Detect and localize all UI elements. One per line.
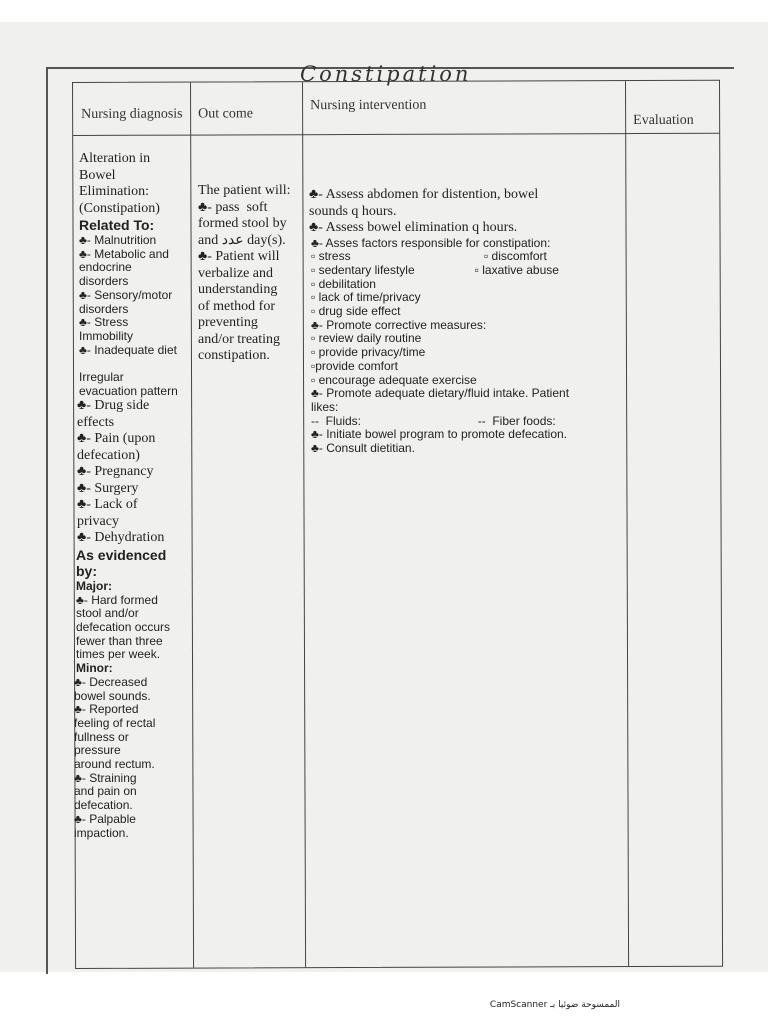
intervention-line: ▫ provide privacy/time — [311, 345, 426, 360]
intervention-line: ♣- Assess abdomen for distention, bowel — [309, 187, 539, 202]
major-item-line: times per week. — [76, 647, 161, 662]
as-evidenced-line: As evidenced — [76, 546, 167, 563]
related-factor-line: evacuation pattern — [79, 383, 178, 398]
major-item-line: fewer than three — [76, 633, 163, 648]
outcome-line: ♣- pass soft — [198, 199, 268, 215]
as-evidenced-label — [76, 547, 191, 580]
related-factors-list — [79, 234, 191, 398]
minor-item-line: ♣- Reported — [74, 702, 139, 717]
intervention-line: ▫provide comfort — [311, 358, 398, 373]
header-evaluation-cell — [625, 81, 719, 134]
intervention-line: ♣- Assess bowel elimination q hours. — [309, 220, 518, 235]
outcome-line: constipation. — [198, 348, 270, 363]
related-factors-list-2 — [77, 398, 191, 547]
intervention-line: ▫ lack of time/privacy — [311, 290, 421, 305]
major-list — [76, 594, 191, 663]
major-item-line: defecation occurs — [76, 620, 171, 635]
outcome-line: preventing — [198, 315, 258, 330]
intervention-line: ♣- Promote corrective measures: — [311, 317, 487, 332]
intervention-line: ▫ stress ▫ discomfort — [311, 249, 547, 264]
intervention-measures — [311, 237, 619, 456]
header-outcome-cell — [190, 82, 303, 135]
major-item-line: ♣- Hard formed — [76, 592, 158, 607]
outcome-cell — [198, 183, 300, 365]
minor-item-line: around rectum. — [74, 757, 155, 772]
header-intervention-cell — [302, 81, 626, 135]
related-factor-line: ♣- Inadequate diet — [79, 342, 177, 357]
related-factor-line: ♣- Metabolic and — [79, 246, 169, 261]
intervention-line: likes: — [311, 399, 339, 414]
diagnosis-cell — [74, 151, 191, 840]
related-factor-line: Irregular — [79, 370, 124, 385]
header-outcome: Out come — [198, 106, 253, 122]
related-factor-line: ♣- Surgery — [77, 480, 139, 496]
related-factor-line: privacy — [77, 513, 119, 529]
related-factor-line: ♣- Dehydration — [77, 530, 165, 546]
minor-item-line: defecation. — [74, 798, 133, 813]
outcome-line: understanding — [198, 282, 278, 297]
related-factor-line: ♣- Lack of — [77, 497, 138, 513]
minor-item-line: pressure — [74, 743, 121, 758]
related-to-label: Related To: — [79, 217, 155, 233]
intervention-line: ▫ review daily routine — [311, 331, 422, 346]
related-factor-line — [79, 357, 191, 371]
diagnosis-line: (Constipation) — [79, 200, 160, 216]
intervention-line: ♣- Consult dietitian. — [311, 441, 415, 456]
related-factor-line: ♣- Stress — [79, 315, 129, 330]
diagnosis-line: Bowel — [79, 167, 116, 183]
minor-item-line: bowel sounds. — [74, 688, 151, 703]
header-intervention: Nursing intervention — [310, 97, 427, 114]
intervention-line: ▫ drug side effect — [311, 304, 401, 319]
header-diagnosis-cell — [73, 83, 191, 136]
related-factor-line: Immobility — [79, 328, 134, 343]
scanner-watermark: CamScanner الممسوحة ضوئيا بـ — [489, 1000, 620, 1010]
minor-item-line: ♣- Straining — [74, 770, 137, 785]
outcome-line: The patient will: — [198, 183, 291, 198]
diagnosis-title — [79, 151, 191, 217]
related-factor-line: disorders — [79, 274, 129, 289]
major-item-line: stool and/or — [76, 606, 139, 621]
minor-item-line: impaction. — [74, 825, 129, 840]
intervention-assessments — [309, 187, 619, 237]
related-factor-line: disorders — [79, 301, 129, 316]
header-diagnosis: Nursing diagnosis — [81, 106, 183, 122]
minor-list — [74, 676, 191, 840]
minor-label: Minor: — [76, 661, 113, 676]
outcome-line: of method for — [198, 298, 275, 314]
intervention-line: ♣- Promote adequate dietary/fluid intake. Patient — [311, 386, 570, 401]
related-factor-line: ♣- Sensory/motor — [79, 287, 173, 302]
minor-item-line: ♣- Decreased — [74, 674, 148, 689]
related-factor-line: ♣- Pregnancy — [77, 464, 154, 480]
intervention-line: ♣- Initiate bowel program to promote defecation. — [311, 427, 568, 442]
diagnosis-line: Elimination: — [79, 184, 149, 199]
intervention-line: sounds q hours. — [309, 203, 397, 219]
related-factor-line: endocrine — [79, 260, 132, 275]
intervention-line: ▫ sedentary lifestyle ▫ laxative abuse — [311, 262, 559, 277]
evaluation-column — [625, 134, 722, 966]
intervention-line: -- Fluids: -- Fiber foods: — [311, 413, 556, 428]
minor-item-line: and pain on — [74, 784, 137, 799]
minor-item-line: fullness or — [74, 729, 129, 744]
related-factor-line: effects — [77, 414, 115, 430]
intervention-line: ▫ encourage adequate exercise — [311, 372, 477, 387]
related-factor-line: defecation) — [77, 447, 140, 463]
intervention-line: ♣- Asses factors responsible for constipation: — [311, 235, 551, 250]
outcome-line: and عدد day(s). — [198, 232, 286, 248]
intervention-cell — [309, 187, 619, 456]
outcome-line: and/or treating — [198, 331, 281, 347]
intervention-line: ▫ debilitation — [311, 276, 376, 291]
diagnosis-line: Alteration in — [79, 151, 151, 166]
handwritten-title: Constipation — [300, 62, 472, 86]
header-evaluation: Evaluation — [633, 112, 694, 129]
as-evidenced-line: by: — [76, 563, 97, 580]
related-factor-line: ♣- Pain (upon — [77, 431, 156, 447]
outcome-line: ♣- Patient will — [198, 249, 280, 264]
related-factor-line: ♣- Drug side — [77, 398, 150, 414]
minor-item-line: feeling of rectal — [74, 715, 156, 730]
minor-item-line: ♣- Palpable — [74, 811, 136, 826]
related-factor-line: ♣- Malnutrition — [79, 233, 157, 247]
major-label: Major: — [76, 578, 112, 593]
outcome-line: verbalize and — [198, 265, 274, 281]
outcome-line: formed stool by — [198, 216, 287, 231]
